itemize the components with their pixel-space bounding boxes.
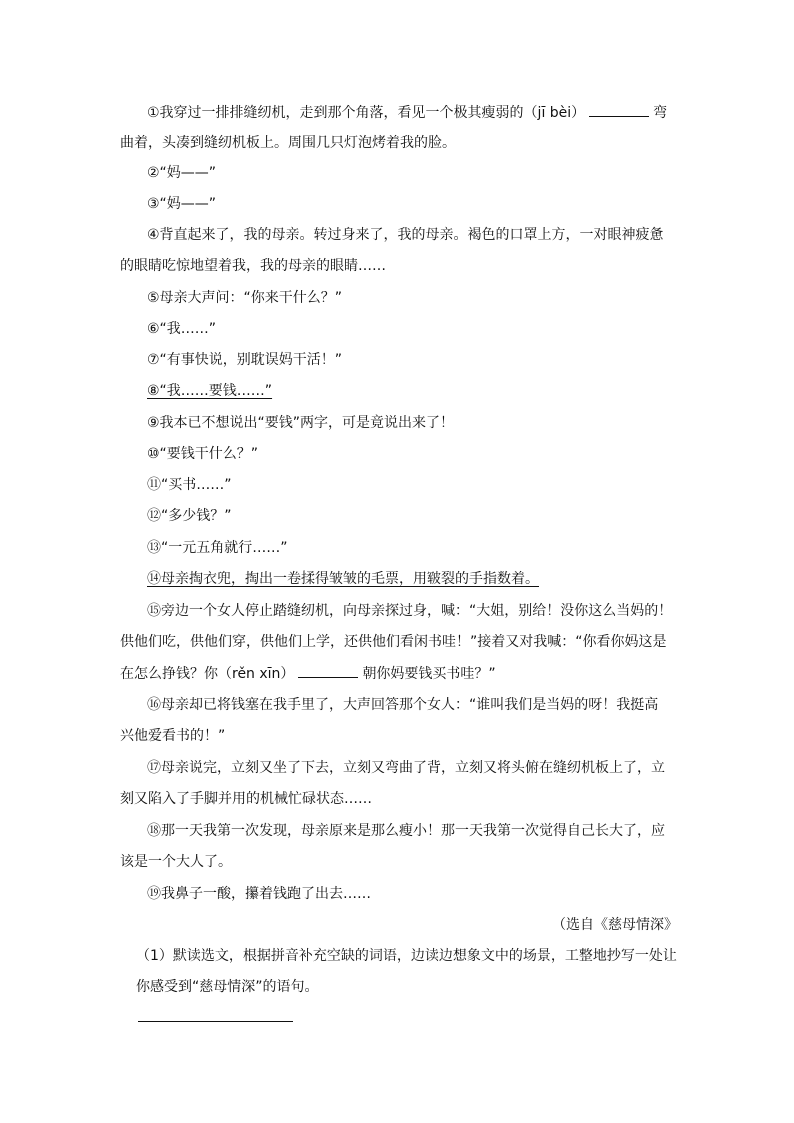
paragraph-15-line-2: 供他们吃，供他们穿，供他们上学，还供他们看闲书哇！”接着又对我喊：“你看你妈这是 [120, 634, 667, 650]
paragraph-18-line-1: ⑱那一天我第一次发现，母亲原来是那么瘦小！那一天我第一次觉得自己长大了，应 [147, 823, 665, 839]
paragraph-18-line-2: 该是一个大人了。 [120, 854, 232, 870]
paragraph-7: ⑦“有事快说，别耽误妈干活！” [147, 352, 343, 368]
paragraph-5: ⑤母亲大声问：“你来干什么？” [147, 290, 343, 306]
question-1-line-1: （1）默读选文，根据拼音补充空缺的词语，边读边想象文中的场景，工整地抄写一处让 [136, 948, 677, 964]
paragraph-12: ⑫“多少钱？” [147, 508, 232, 524]
paragraph-10: ⑩“要钱干什么？” [147, 446, 259, 462]
paragraph-4-line-1: ④背直起来了，我的母亲。转过身来了，我的母亲。褐色的口罩上方，一对眼神疲惫 [147, 227, 664, 243]
paragraph-6: ⑥“我……” [147, 321, 217, 337]
paragraph-2: ②“妈——” [147, 165, 217, 181]
question-1-line-2: 你感受到“慈母情深”的语句。 [136, 979, 319, 995]
pinyin-blank-1[interactable] [589, 102, 649, 117]
source-citation: （选自《慈母情深》 [552, 917, 678, 933]
answer-blank[interactable] [138, 1021, 293, 1022]
paragraph-4-line-2: 的眼睛吃惊地望着我，我的母亲的眼睛…… [120, 258, 386, 274]
paragraph-19: ⑲我鼻子一酸，攥着钱跑了出去…… [147, 886, 371, 902]
pinyin-blank-2[interactable] [298, 663, 358, 678]
paragraph-8-underlined: ⑧“我……要钱……” [147, 383, 273, 399]
paragraph-13: ⑬“一元五角就行……” [147, 540, 288, 556]
paragraph-9: ⑨我本已不想说出“要钱”两字，可是竟说出来了！ [147, 415, 455, 431]
paragraph-14-underlined: ⑭母亲掏衣兜，掏出一卷揉得皱皱的毛票，用皲裂的手指数着。 [147, 571, 539, 587]
paragraph-15-line-3: 在怎么挣钱？你（rěn xīn） 朝你妈要钱买书哇？” [120, 663, 680, 684]
paragraph-11: ⑪“买书……” [147, 477, 232, 493]
paragraph-1-line-2: 曲着，头凑到缝纫机板上。周围几只灯泡烤着我的脸。 [120, 135, 456, 151]
paragraph-16-line-2: 兴他爱看书的！” [120, 728, 226, 744]
paragraph-15-line-1: ⑮旁边一个女人停止踏缝纫机，向母亲探过身，喊：“大姐，别给！没你这么当妈的！ [147, 603, 673, 619]
paragraph-3: ③“妈——” [147, 196, 217, 212]
paragraph-16-line-1: ⑯母亲却已将钱塞在我手里了，大声回答那个女人：“谁叫我们是当妈的呀！我挺高 [147, 697, 659, 713]
paragraph-17-line-1: ⑰母亲说完，立刻又坐了下去，立刻又弯曲了背，立刻又将头俯在缝纫机板上了，立 [147, 760, 665, 776]
paragraph-1-line-1: ①我穿过一排排缝纫机，走到那个角落，看见一个极其瘦弱的（jī bèi） 弯 [147, 102, 707, 123]
paragraph-17-line-2: 刻又陷入了手脚并用的机械忙碌状态…… [120, 791, 372, 807]
